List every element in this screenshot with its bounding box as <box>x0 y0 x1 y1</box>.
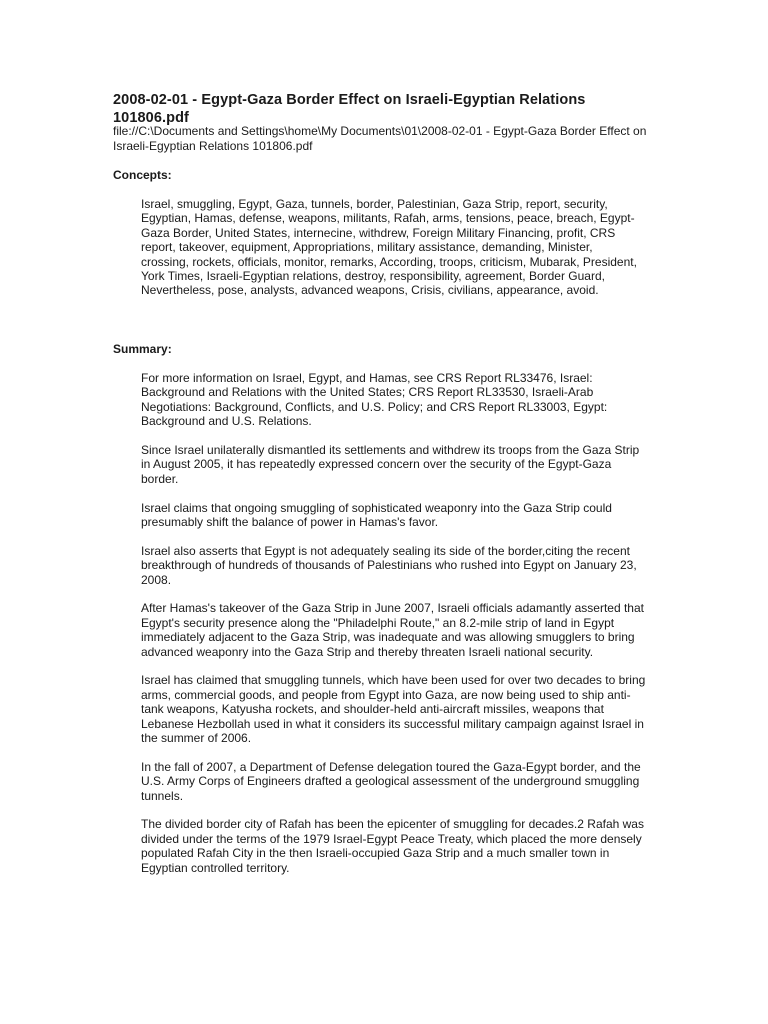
summary-paragraph: Israel claims that ongoing smuggling of sophisticated weaponry into the Gaza Strip could presumably shift the balance of power in Hamas's favor. <box>141 500 612 530</box>
summary-paragraph: Israel also asserts that Egypt is not adequately sealing its side of the border,citing the recent breakthrough of hundreds of thousands of Palestinians who rushed into Egypt on January 23, 2008. <box>141 543 637 587</box>
concepts-heading: Concepts: <box>113 168 172 182</box>
document-file-path: file://C:\Documents and Settings\home\My Documents\01\2008-02-01 - Egypt-Gaza Border Effect on Israeli-Egyptian Relations 101806.pdf <box>113 124 647 153</box>
summary-body <box>141 371 651 890</box>
summary-paragraph: The divided border city of Rafah has been the epicenter of smuggling for decades.2 Rafah was divided under the terms of the 1979 Israel-Egypt Peace Treaty, which placed the more densely populated Rafah City in the then Israeli-occupied Gaza Strip and a much smaller town in Egyptian controlled territory. <box>141 817 644 875</box>
summary-paragraph: After Hamas's takeover of the Gaza Strip in June 2007, Israeli officials adamantly asserted that Egypt's security presence along the "Philadelphi Route," an 8.2-mile strip of land in Egypt immediately adjacent to the Gaza Strip, was inadequate and was allowing smugglers to bring advanced weaponry into the Gaza Strip and thereby threaten Israeli national security. <box>141 601 644 659</box>
summary-paragraph: In the fall of 2007, a Department of Defense delegation toured the Gaza-Egypt border, and the U.S. Army Corps of Engineers drafted a geological assessment of the underground smuggling tunnels. <box>141 759 641 803</box>
concepts-text: Israel, smuggling, Egypt, Gaza, tunnels, border, Palestinian, Gaza Strip, report, security, Egyptian, Hamas, defense, weapons, militants, Rafah, arms, tensions, peace, breach, Egypt-Gaza Border, United States, internecine, withdrew, Foreign Military Financing, profit, CRS report, takeover, equipment, Appropriations, military assistance, demanding, Minister, crossing, rockets, officials, monitor, remarks, According, troops, criticism, Mubarak, President, York Times, Israeli-Egyptian relations, destroy, responsibility, agreement, Border Guard, Nevertheless, pose, analysts, advanced weapons, Crisis, civilians, appearance, avoid. <box>141 197 637 298</box>
summary-heading: Summary: <box>113 342 172 356</box>
summary-paragraph: Since Israel unilaterally dismantled its settlements and withdrew its troops from the Gaza Strip in August 2005, it has repeatedly expressed concern over the security of the Egypt-Gaza border. <box>141 443 640 486</box>
document-title: 2008-02-01 - Egypt-Gaza Border Effect on Israeli-Egyptian Relations 101806.pdf <box>113 92 586 126</box>
summary-paragraph: For more information on Israel, Egypt, and Hamas, see CRS Report RL33476, Israel: Background and Relations with the United States; CRS Report RL33530, Israeli-Arab Negotiations: Background, Conflicts, and U.S. Policy; and CRS Report RL33003, Egypt: Background and U.S. Relations. <box>141 371 608 429</box>
summary-paragraph: Israel has claimed that smuggling tunnels, which have been used for over two decades to bring arms, commercial goods, and people from Egypt into Gaza, are now being used to ship anti-tank weapons, Katyusha rockets, and shoulder-held anti-aircraft missiles, weapons that Lebanese Hezbollah used in what it considers its successful military campaign against Israel in the summer of 2006. <box>141 673 646 746</box>
